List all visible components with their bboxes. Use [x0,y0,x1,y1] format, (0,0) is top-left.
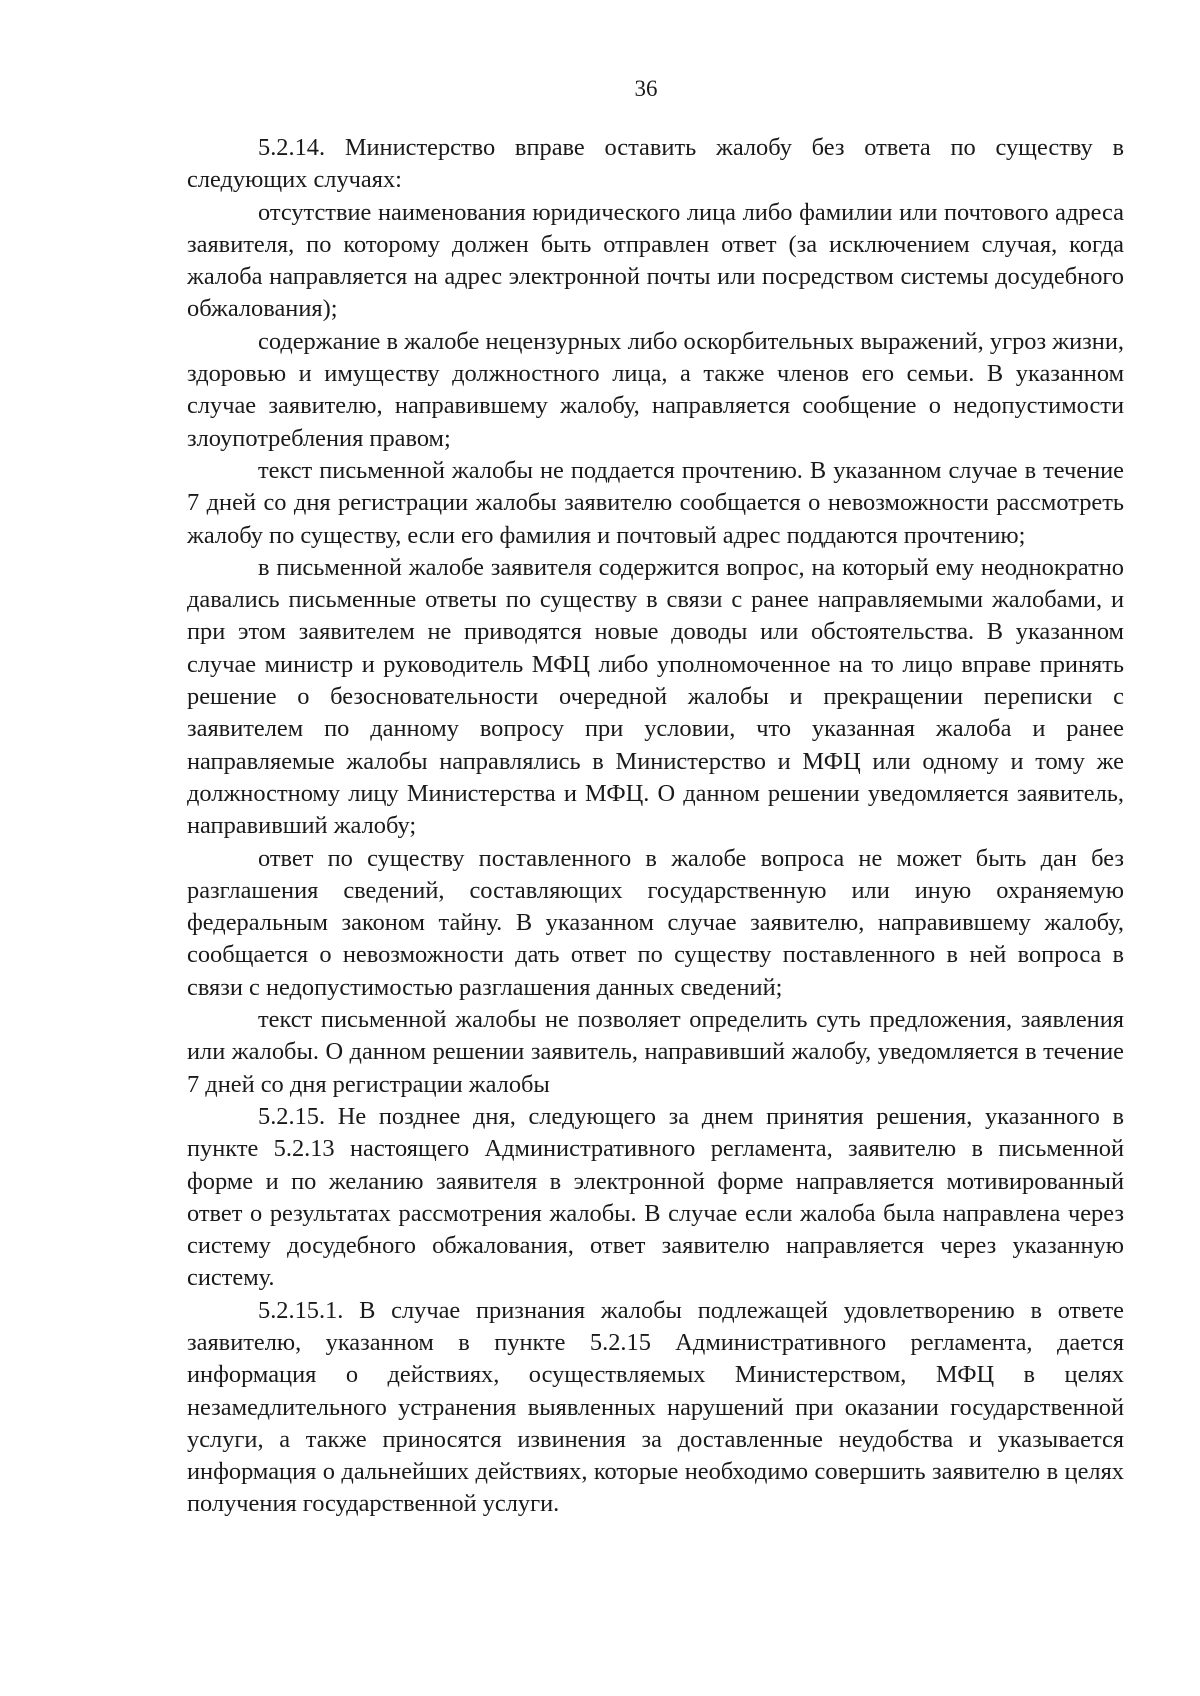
document-body [187,132,1124,1521]
paragraph-case-secret: ответ по существу поставленного в жалобе вопроса не может быть дан без разглашения сведений, составляющих государственную или иную охраняемую федеральным законом тайну. В указанном случае заявителю, направившему жалобу, сообщается о невозможности дать ответ по существу поставленного в ней вопроса в связи с недопустимостью разглашения данных сведений; [187,844,1124,1001]
paragraph-case-no-address: отсутствие наименования юридического лица либо фамилии или почтового адреса заявителя, по которому должен быть отправлен ответ (за исключением случая, когда жалоба направляется на адрес электронной почты или посредством системы досудебного обжалования); [187,198,1124,323]
paragraph-5-2-15: 5.2.15. Не позднее дня, следующего за днем принятия решения, указанного в пункте 5.2.13 настоящего Административного регламента, заявителю в письменной форме и по желанию заявителя в электронной форме направляется мотивированный ответ о результатах рассмотрения жалобы. В случае если жалоба была направлена через систему досудебного обжалования, ответ заявителю направляется через указанную систему. [187,1102,1124,1292]
paragraph-case-undefined: текст письменной жалобы не позволяет определить суть предложения, заявления или жалобы. О данном решении заявитель, направивший жалобу, уведомляется в течение 7 дней со дня регистрации жалобы [187,1006,1124,1098]
page-number: 36 [634,76,658,101]
paragraph-case-unreadable: текст письменной жалобы не поддается прочтению. В указанном случае в течение 7 дней со дня регистрации жалобы заявителю сообщается о невозможности рассмотреть жалобу по существу, если его фамилия и почтовый адрес поддаются прочтению; [187,456,1124,549]
paragraph-5-2-15-1: 5.2.15.1. В случае признания жалобы подлежащей удовлетворению в ответе заявителю, указанном в пункте 5.2.15 Административного регламента, дается информация о действиях, осуществляемых Министерством, МФЦ в целях незамедлительного устранения выявленных нарушений при оказании государственной услуги, а также приносятся извинения за доставленные неудобства и указывается информация о дальнейших действиях, которые необходимо совершить заявителю в целях получения государственной услуги. [187,1296,1124,1518]
paragraph-case-obscene: содержание в жалобе нецензурных либо оскорбительных выражений, угроз жизни, здоровью и имуществу должностного лица, а также членов его семьи. В указанном случае заявителю, направившему жалобу, направляется сообщение о недопустимости злоупотребления правом; [187,327,1124,452]
paragraph-5-2-14: 5.2.14. Министерство вправе оставить жалобу без ответа по существу в следующих случаях: [187,134,1124,194]
paragraph-case-repeated: в письменной жалобе заявителя содержится вопрос, на который ему неоднократно давались письменные ответы по существу в связи с ранее направляемыми жалобами, и при этом заявителем не приводятся новые доводы или обстоятельства. В указанном случае министр и руководитель МФЦ либо уполномоченное на то лицо вправе принять решение о безосновательности очередной жалобы и прекращении переписки с заявителем по данному вопросу при условии, что указанная жалоба и ранее направляемые жалобы направлялись в Министерство и МФЦ или одному и тому же должностному лицу Министерства и МФЦ. О данном решении уведомляется заявитель, направивший жалобу; [187,553,1124,840]
